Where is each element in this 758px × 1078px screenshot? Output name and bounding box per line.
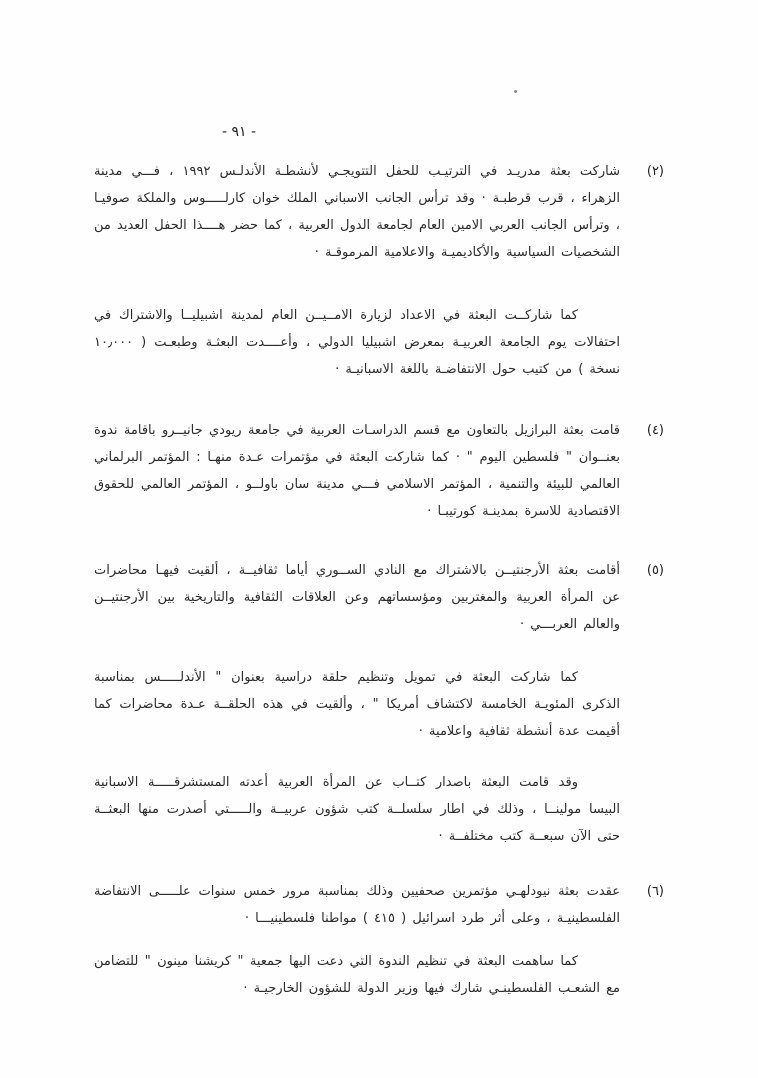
paragraph-row <box>94 769 664 850</box>
document-body <box>94 158 664 1002</box>
paragraph-row <box>94 878 664 932</box>
scan-artifact-dot <box>514 90 517 93</box>
paragraph-text: قامت بعثة البرازيل بالتعاون مع قسم الدراسـات العربية في جامعة ريودي جانيــرو باقامة ندوة بعنــوان " فلسطين اليوم " · كما شاركت البعثة في مؤتمرات عـدة منهـا : المؤتمر البرلماني العالمي للبيئة والتنمية ، المؤتمر الاسلامي فـــي مدينة سان باولــو ، المؤتمر العالمي للحقوق الاقتصادية للاسرة بمدينـة كورتيبـا · <box>94 423 620 519</box>
paragraph-marker: (٥) <box>646 563 664 578</box>
paragraph-text: عقدت بعثة نيودلهـي مؤتمرين صحفيين وذلك بمناسبة مرور خمس سنوات علـــــى الانتفاضة الفلسطينيـة ، وعلى أثر طرد اسرائيل ( ٤١٥ ) مواطنا فلسطينيـــا · <box>94 884 620 926</box>
paragraph-marker: (٦) <box>646 884 664 899</box>
paragraph-row <box>94 302 664 383</box>
paragraph-row <box>94 557 664 638</box>
paragraph-row <box>94 158 664 266</box>
paragraph-text: أقامت بعثة الأرجنتيــن بالاشتراك مع النادي الســوري أياما ثقافيــة ، ألقيت فيهـا محاضرات عن المرأة العربية والمغتربين ومؤسساتهم وعن العلاقات الثقافية والتاريخية بين الأرجنتيــن والعالم العربـــي · <box>94 563 620 632</box>
paragraph-row <box>94 417 664 525</box>
paragraph-marker: (٢) <box>646 164 664 179</box>
page-number: - ٩١ - <box>222 124 257 140</box>
paragraph-marker: (٤) <box>646 423 664 438</box>
paragraph-row <box>94 664 664 745</box>
paragraph-text: كما شاركت البعثة في تمويل وتنظيم حلقة دراسية بعنوان " الأندلـــــس بمناسبة الذكرى المئويـة الخامسة لاكتشاف أمريكا " ، وألقيت في هذه الحلقــة عـدة محاضرات كما أقيمت عدة أنشطة ثقافية واعلامية · <box>94 670 620 739</box>
paragraph-text: شاركت بعثة مدريـد في الترتيـب للحفل التتويجـي لأنشطـة الأندلـس ١٩٩٢ ، فـــي مدينة الزهراء ، قرب قرطبـة · وقد ترأس الجانب الاسباني الملك خوان كارلـــــوس والملكة صوفيـا ، وترأس الجانب العربي الامين العام لجامعة الدول العربية ، كما حضر هــــذا الحفل العديد من الشخصيات السياسية والأكاديميـة والاعلامية المرموقـة · <box>94 164 620 260</box>
paragraph-row <box>94 948 664 1002</box>
paragraph-text: وقد قامت البعثة باصدار كتــاب عن المرأة العربية أعدته المستشرقـــــة الاسبانية البيسا مولينــا ، وذلك في اطار سلسلــة كتب شؤون عربيــة والـــــتي أصدرت منها البعثــة حتى الآن سبعــة كتب مختلفــة · <box>94 775 620 844</box>
paragraph-text: كما ساهمت البعثة في تنظيم الندوة التي دعت اليها جمعية " كريشنا مينون " للتضامن مع الشعـب الفلسطينـي شارك فيها وزير الدولة للشؤون الخارجيـة · <box>94 954 620 996</box>
paragraph-text: كما شاركــت البعثة في الاعداد لزيارة الامــيــن العام لمدينة اشبيليــا والاشتراك في احتفالات يوم الجامعة العربيـة بمعرض اشبيليا الدولي ، وأعــــدت البعثـة وطبعـت ( ١٠٫٠٠٠ نسخة ) من كتيب حول الانتفاضـة باللغة الاسبانيـة · <box>94 308 620 377</box>
